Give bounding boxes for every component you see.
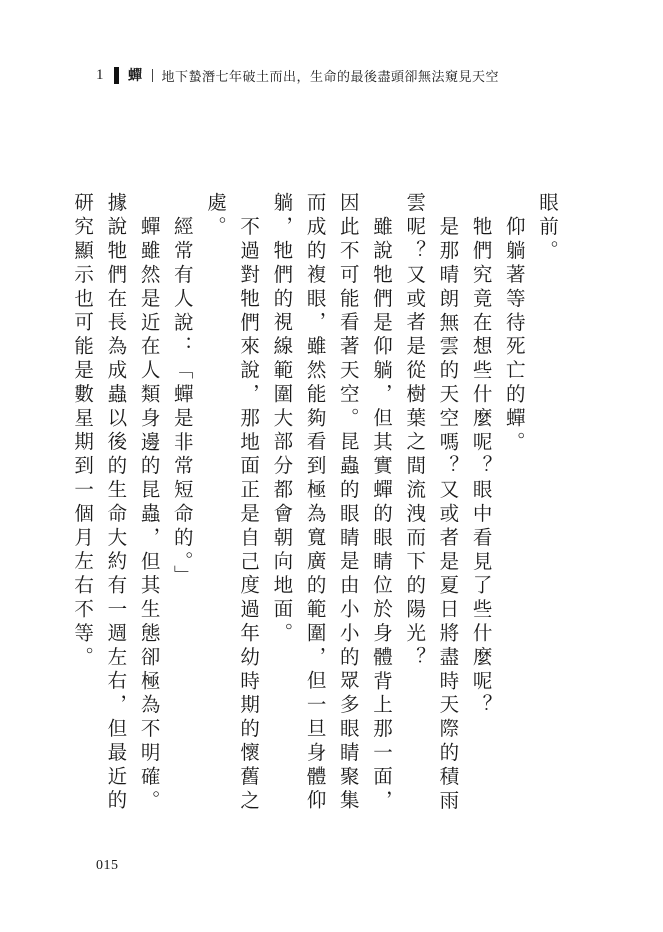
page-number: 015 [96, 858, 119, 873]
paragraph: 不過對牠們來說，那地面正是自己度過年幼時期的懷舊之處。 [203, 192, 261, 814]
running-header [96, 64, 576, 86]
paragraph: 眼前。 [536, 192, 559, 264]
chapter-number: 1 [96, 66, 104, 83]
paragraph: 蟬雖然是近在人類身邊的昆蟲，但其生態卻極為不明確。據說牠們在長為成蟲以後的生命大約有一週左右，但最近的研究顯示也可能是數星期到一個月左右不等。 [71, 192, 161, 814]
paragraph: 是那晴朗無雲的天空嗎？又或者是夏日將盡時天際的積雨雲呢？又或者是從樹葉之間流洩而下的陽光？ [403, 192, 460, 814]
chapter-title: 蟬 [128, 68, 143, 84]
chapter-marker-bar [114, 67, 119, 84]
paragraph: 牠們究竟在想些什麼呢？眼中看見了些什麼呢？ [469, 216, 493, 719]
header-separator [152, 69, 153, 82]
vertical-body-text [71, 192, 564, 832]
paragraph: 經常有人說：「蟬是非常短命的。」 [170, 216, 194, 590]
paragraph: 仰躺著等待死亡的蟬。 [502, 216, 526, 456]
chapter-subtitle: 地下蟄潛七年破土而出，生命的最後盡頭卻無法窺見天空 [161, 69, 500, 85]
paragraph: 雖說牠們是仰躺，但其實蟬的眼睛位於身體背上那一面，因此不可能看著天空。昆蟲的眼睛是由小小的眾多眼睛聚集而成的複眼，雖然能夠看到極為寬廣的範圍，但一旦身體仰躺，牠們的視線範圍大部分都會朝向地面。 [270, 192, 393, 814]
